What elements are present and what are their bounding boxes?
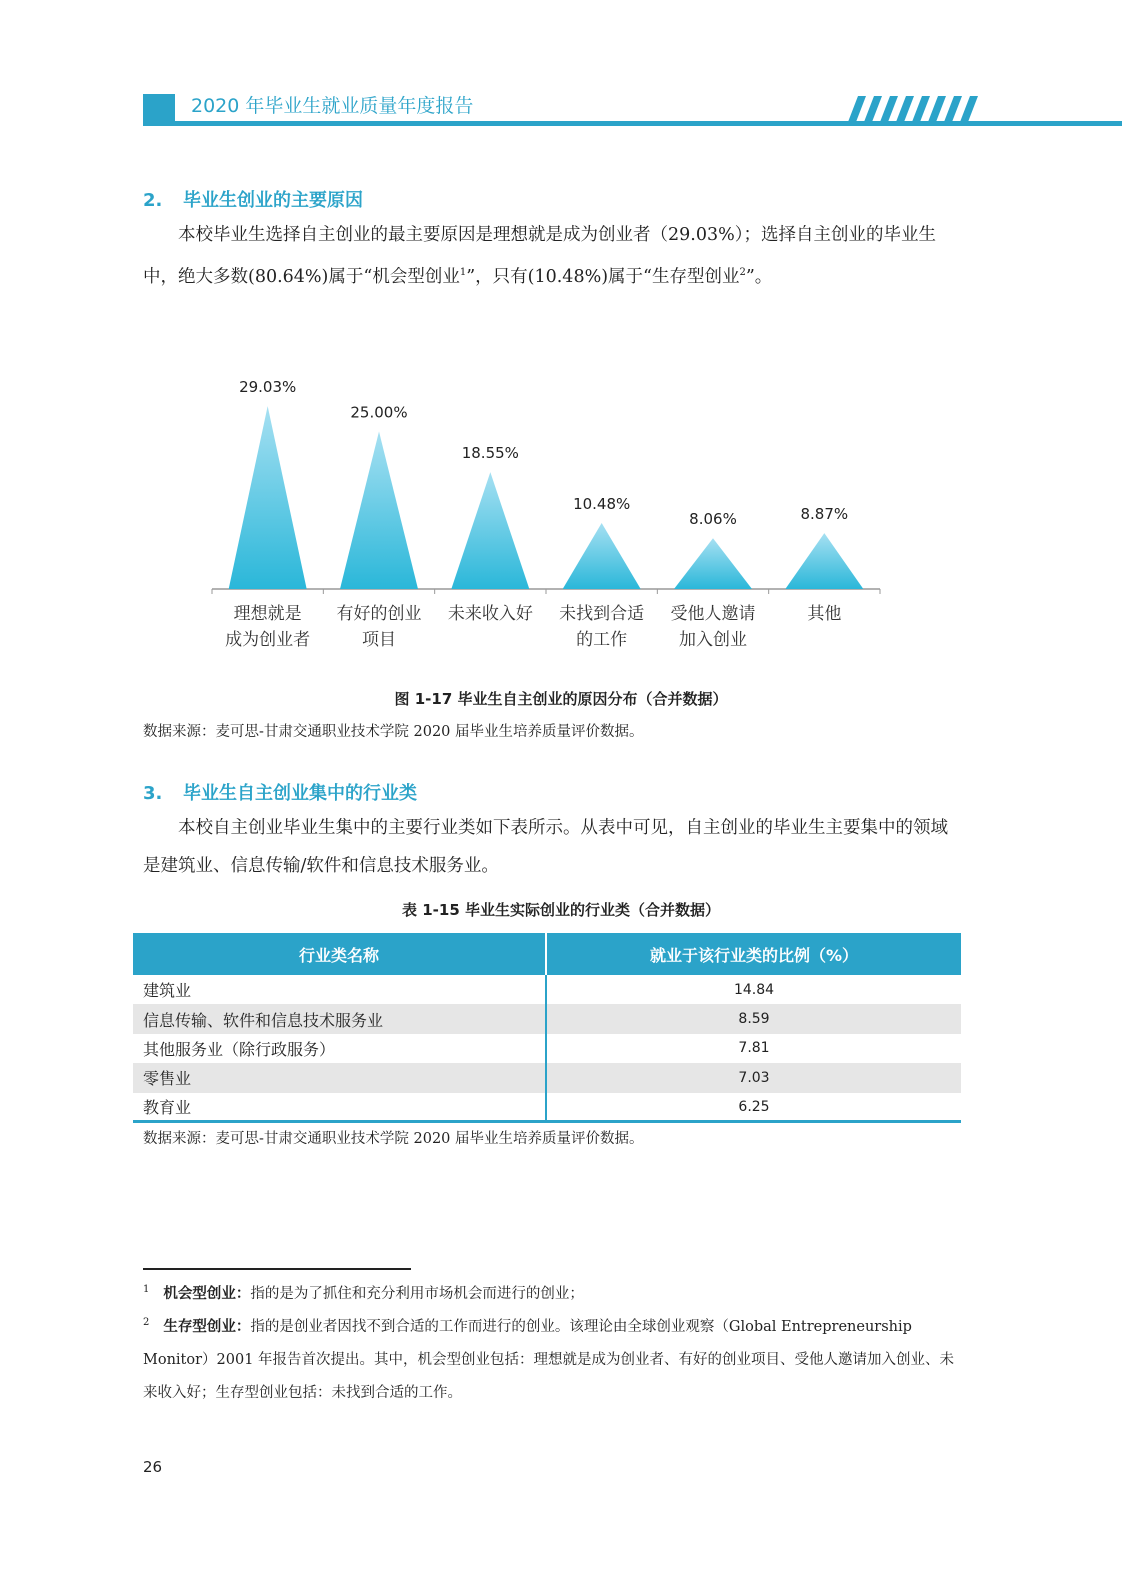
table-cell-percent: 6.25 [546, 1093, 961, 1122]
chart-category-label: 未来收入好 [447, 604, 533, 624]
table-cell-industry: 信息传输、软件和信息技术服务业 [133, 1004, 546, 1033]
table-cell-industry: 零售业 [133, 1063, 546, 1092]
industry-table [133, 933, 961, 1123]
table-header-percent: 就业于该行业类的比例（%） [546, 933, 961, 975]
footnote-2-text: 指的是创业者因找不到合适的工作而进行的创业。该理论由全球创业观察（Global Entrepreneurship Monitor）2001 年报告首次提出。其中，机会型创业包括：理想就是成为创业者、有好的创业项目、受他人邀请加入创业、未来收入好；生存型创业包括：未找到合适的工作。 [143, 1318, 955, 1401]
section-2-number: 2. [143, 190, 163, 211]
footnote-2 [143, 1306, 958, 1410]
header-stripes-decoration [848, 96, 978, 126]
chart-bar [674, 538, 752, 589]
header-title: 2020 年毕业生就业质量年度报告 [191, 95, 474, 117]
table-cell-industry: 其他服务业（除行政服务） [133, 1034, 546, 1063]
reason-chart [200, 360, 890, 660]
table-header-industry: 行业类名称 [133, 933, 546, 975]
footnote-2-mark: 2 [143, 1317, 150, 1328]
chart-bar [451, 472, 529, 589]
chart-data-label: 18.55% [461, 444, 519, 463]
footnote-ref-1[interactable]: 1 [459, 267, 467, 278]
section-3-heading [143, 779, 417, 805]
section-2-heading [143, 186, 363, 212]
table-caption: 表 1-15 毕业生实际创业的行业类（合并数据） [402, 901, 720, 919]
chart-bar [229, 406, 307, 589]
header-bar [175, 121, 1122, 126]
page-header [143, 92, 1122, 126]
section-2-text-a: 本校毕业生选择自主创业的最主要原因是理想就是成为创业者（29.03%）；选择自主创业的毕业生中，绝大多数(80.64%)属于“机会型创业 [143, 225, 936, 287]
table-row [133, 1004, 961, 1033]
chart-category-label: 项目 [362, 630, 396, 650]
chart-data-label: 25.00% [350, 403, 408, 422]
section-2-title: 毕业生创业的主要原因 [183, 190, 363, 211]
table-cell-percent: 8.59 [546, 1004, 961, 1033]
chart-category-label: 其他 [807, 604, 842, 624]
chart-data-label: 29.03% [239, 378, 297, 397]
section-3-title: 毕业生自主创业集中的行业类 [183, 783, 417, 804]
page-number: 26 [143, 1458, 163, 1476]
chart-category-label: 有好的创业 [336, 604, 422, 624]
table-row [133, 975, 961, 1004]
chart-data-label: 8.87% [800, 505, 849, 524]
section-3-number: 3. [143, 783, 163, 804]
table-cell-percent: 7.81 [738, 1040, 770, 1057]
footnote-2-term: 生存型创业： [163, 1318, 251, 1335]
table-source: 数据来源：麦可思-甘肃交通职业技术学院 2020 届毕业生培养质量评价数据。 [143, 1131, 644, 1147]
figure-source: 数据来源：麦可思-甘肃交通职业技术学院 2020 届毕业生培养质量评价数据。 [143, 724, 644, 740]
figure-caption: 图 1-17 毕业生自主创业的原因分布（合并数据） [394, 690, 728, 708]
table-cell-industry: 建筑业 [133, 975, 546, 1004]
table-cell-percent: 14.84 [733, 981, 775, 998]
footnote-1-mark: 1 [143, 1284, 150, 1295]
chart-category-label: 未找到合适 [559, 604, 645, 624]
table-cell-industry: 教育业 [133, 1093, 546, 1122]
footnote-ref-2[interactable]: 2 [739, 267, 746, 278]
footnote-separator [143, 1268, 411, 1270]
chart-category-label: 受他人邀请 [670, 604, 756, 624]
chart-bar [563, 523, 641, 589]
table-row [133, 1034, 961, 1063]
chart-category-label: 理想就是 [233, 604, 302, 624]
table-header-row [133, 933, 961, 975]
section-2-text-b: ”，只有(10.48%)属于“生存型创业 [466, 266, 740, 287]
table-row [133, 1093, 961, 1122]
chart-data-label: 10.48% [573, 494, 631, 513]
chart-data-label: 8.06% [689, 510, 737, 529]
chart-bar [785, 533, 863, 589]
section-2-text-c: ”。 [745, 266, 773, 287]
footnote-1-text: 指的是为了抓住和充分利用市场机会而进行的创业； [250, 1285, 584, 1302]
footnote-1-term: 机会型创业： [163, 1285, 251, 1302]
chart-category-label: 加入创业 [679, 630, 747, 650]
chart-category-label: 的工作 [576, 630, 628, 650]
table-row [133, 1063, 961, 1092]
section-3-paragraph: 本校自主创业毕业生集中的主要行业类如下表所示。从表中可见，自主创业的毕业生主要集中的领域是建筑业、信息传输/软件和信息技术服务业。 [143, 818, 948, 876]
header-square [143, 94, 175, 126]
section-2-paragraph [143, 216, 958, 296]
table-cell-percent: 7.03 [546, 1063, 961, 1092]
chart-category-label: 成为创业者 [225, 630, 311, 650]
chart-bar [340, 432, 418, 590]
